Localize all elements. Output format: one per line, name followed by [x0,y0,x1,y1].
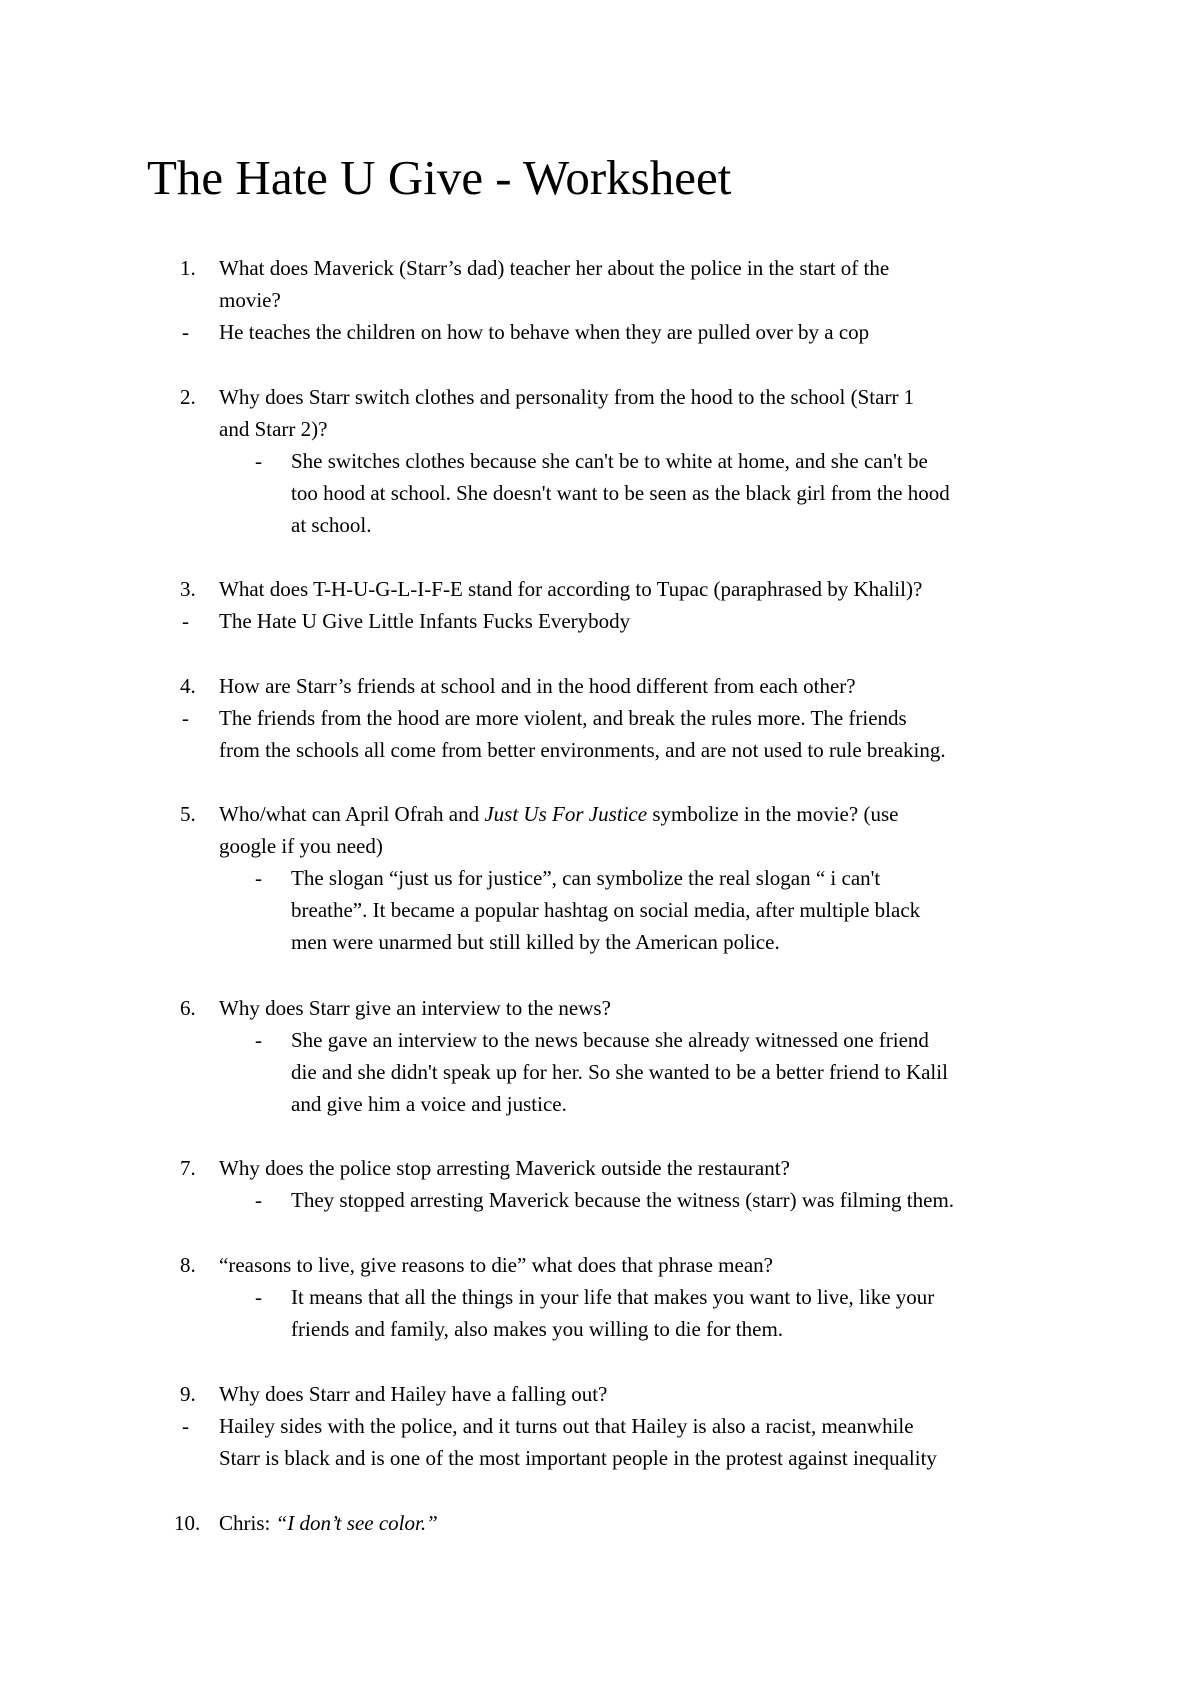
answer-line: friends and family, also makes you willing to die for them. [291,1317,784,1341]
question-text [219,1378,1079,1410]
answer-text [291,1184,1081,1216]
answer-line: The Hate U Give Little Infants Fucks Everybody [219,609,631,633]
answer-text [219,316,1079,348]
question-fragment: Chris: [219,1511,276,1535]
answer-dash: - [255,866,262,890]
question-line: Why does Starr give an interview to the news? [219,996,611,1020]
question-number: 7. [180,1156,196,1180]
answer-text [219,605,1079,637]
answer-line: Starr is black and is one of the most important people in the protest against inequality [219,1446,937,1470]
answer-line: They stopped arresting Maverick because the witness (starr) was filming them. [291,1188,955,1212]
question-line: Why does Starr and Hailey have a falling out? [219,1382,608,1406]
question-line: google if you need) [219,834,383,858]
answer-text [291,445,1081,541]
question-number: 2. [180,385,196,409]
answer-dash: - [182,609,189,633]
answer-text [219,702,1079,766]
question-number: 4. [180,674,196,698]
question-text [219,573,1079,605]
question-text [219,992,1079,1024]
question-fragment: symbolize in the movie? (use [647,802,899,826]
question-text [219,1507,1079,1539]
answer-line: It means that all the things in your life that makes you want to live, like your [291,1285,935,1309]
answer-line: too hood at school. She doesn't want to be seen as the black girl from the hood [291,481,950,505]
answer-text [291,1024,1081,1120]
answer-dash: - [255,449,262,473]
answer-dash: - [182,706,189,730]
question-text [219,670,1079,702]
question-number: 10. [174,1511,201,1535]
answer-dash: - [182,1414,189,1438]
question-line [219,798,1079,830]
question-number: 9. [180,1382,196,1406]
question-line: How are Starr’s friends at school and in the hood different from each other? [219,674,856,698]
question-number: 5. [180,802,196,826]
question-text [219,1152,1079,1184]
question-line: Why does Starr switch clothes and personality from the hood to the school (Starr 1 [219,385,915,409]
question-line: movie? [219,288,281,312]
answer-line: Hailey sides with the police, and it turns out that Hailey is also a racist, meanwhile [219,1414,914,1438]
question-italic-quote: “I don’t see color.” [275,1511,438,1535]
answer-line: men were unarmed but still killed by the American police. [291,930,780,954]
answer-dash: - [182,320,189,344]
answer-line: die and she didn't speak up for her. So she wanted to be a better friend to Kalil [291,1060,948,1084]
question-line: and Starr 2)? [219,417,328,441]
question-text [219,798,1079,862]
answer-line: at school. [291,513,372,537]
question-number: 8. [180,1253,196,1277]
answer-line: The friends from the hood are more violent, and break the rules more. The friends [219,706,907,730]
question-number: 1. [180,256,196,280]
answer-line: He teaches the children on how to behave when they are pulled over by a cop [219,320,870,344]
answer-text [291,862,1081,958]
answer-dash: - [255,1285,262,1309]
question-number: 6. [180,996,196,1020]
answer-line: The slogan “just us for justice”, can symbolize the real slogan “ i can't [291,866,881,890]
question-line: “reasons to live, give reasons to die” what does that phrase mean? [219,1253,773,1277]
answer-line: from the schools all come from better environments, and are not used to rule breaking. [219,738,946,762]
answer-dash: - [255,1188,262,1212]
question-text [219,381,1079,445]
answer-line: and give him a voice and justice. [291,1092,567,1116]
answer-text [291,1281,1081,1345]
question-text [219,1249,1079,1281]
question-fragment: Who/what can April Ofrah and [219,802,485,826]
page-title: The Hate U Give - Worksheet [147,150,732,205]
question-line: What does Maverick (Starr’s dad) teacher her about the police in the start of the [219,256,890,280]
answer-line: She gave an interview to the news because she already witnessed one friend [291,1028,929,1052]
question-line: Why does the police stop arresting Maverick outside the restaurant? [219,1156,790,1180]
answer-line: breathe”. It became a popular hashtag on social media, after multiple black [291,898,921,922]
question-text [219,252,1079,316]
question-number: 3. [180,577,196,601]
question-italic-title: Just Us For Justice [484,802,648,826]
answer-dash: - [255,1028,262,1052]
question-line: What does T-H-U-G-L-I-F-E stand for according to Tupac (paraphrased by Khalil)? [219,577,923,601]
answer-line: She switches clothes because she can't be to white at home, and she can't be [291,449,928,473]
answer-text [219,1410,1079,1474]
